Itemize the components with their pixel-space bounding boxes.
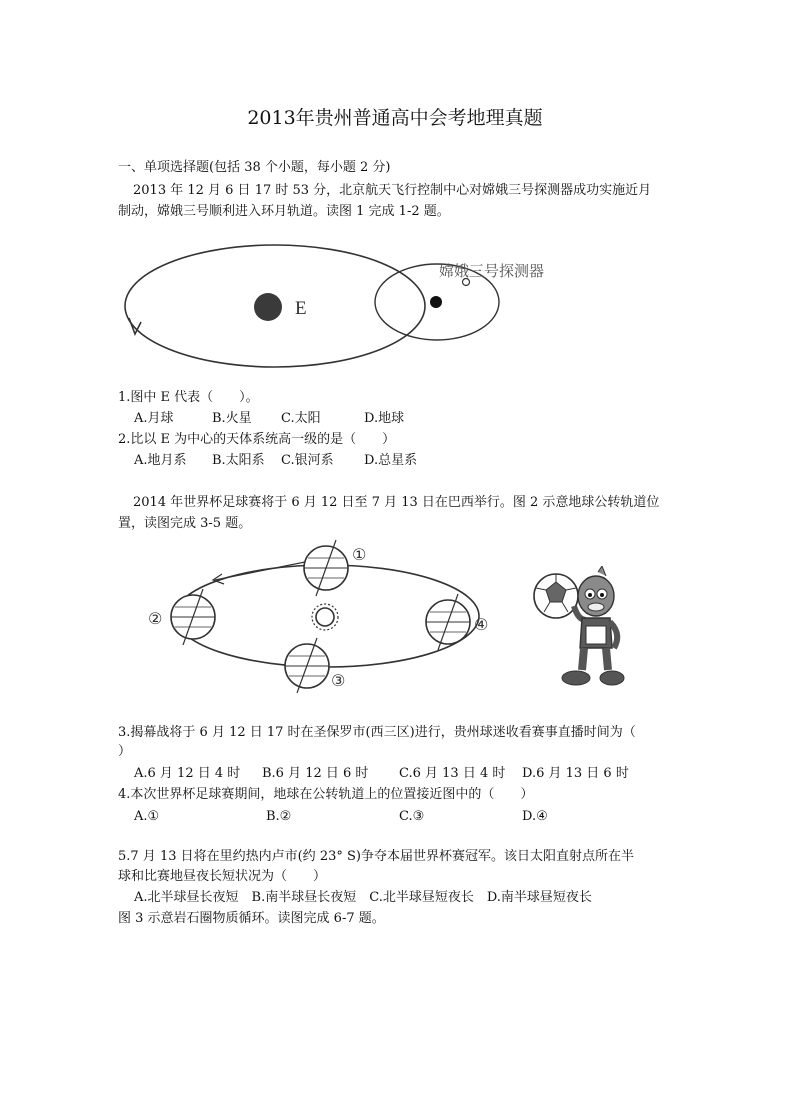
q2-option-c: C.银河系 [281,453,334,468]
q3-stem-line-2: ） [118,744,132,759]
sun-icon [312,604,338,630]
intro-line-2: 制动，嫦娥三号顺利进入环月轨道。读图 1 完成 1-2 题。 [118,204,450,219]
q5-stem-line-1: 5.7 月 13 日将在里约热内卢市(约 23° S)争夺本届世界杯赛冠军。该日太阳直射点所在半 [118,849,634,864]
q3-option-d: D.6 月 13 日 6 时 [522,766,629,781]
page-title: 2013年贵州普通高中会考地理真题 [247,107,543,129]
q3-stem-line-1: 3.揭幕战将于 6 月 12 日 17 时在圣保罗市(西三区)进行，贵州球迷收看赛事直播时间为（ [118,725,636,740]
q2-stem: 2.比以 E 为中心的天体系统高一级的是（ ） [118,432,396,447]
q4-option-a: A.① [134,809,160,824]
q4-option-c: C.③ [399,809,425,824]
label-probe: 嫦娥三号探测器 [439,262,545,280]
intro-line-1: 2013 年 12 月 6 日 17 时 53 分，北京航天飞行控制中心对嫦娥三号探测器成功实施近月 [133,183,652,198]
q1-option-a: A.月球 [134,411,174,426]
earth-position-4-icon [426,594,470,650]
figure-2-revolution-diagram [140,538,500,693]
q1-option-d: D.地球 [364,411,405,426]
q5-options: A.北半球昼长夜短 B.南半球昼长夜短 C.北半球昼短夜长 D.南半球昼短夜长 [134,890,592,905]
q1-option-b: B.火星 [212,411,252,426]
q4-option-b: B.② [266,809,292,824]
label-position-2: ② [148,609,163,628]
q5-stem-line-2: 球和比赛地昼夜长短状况为（ ） [118,869,327,884]
q4-stem: 4.本次世界杯足球赛期间，地球在公转轨道上的位置接近图中的（ ） [118,787,534,802]
label-position-1: ① [352,545,367,564]
mascot-illustration [530,566,625,690]
earth-icon [254,293,282,321]
earth-position-1-icon [304,540,348,596]
label-position-4: ④ [474,615,489,634]
q2-option-a: A.地月系 [134,453,187,468]
q3-option-a: A.6 月 12 日 4 时 [134,766,241,781]
q2-option-b: B.太阳系 [212,453,265,468]
passage3-line-1: 图 3 示意岩石圈物质循环。读图完成 6-7 题。 [118,911,385,926]
earth-position-2-icon [171,589,215,645]
q4-option-d: D.④ [522,809,548,824]
q1-stem: 1.图中 E 代表（ ）。 [118,390,259,405]
earth-position-3-icon [285,638,329,693]
q2-option-d: D.总星系 [364,453,418,468]
section-heading: 一、单项选择题(包括 38 个小题，每小题 2 分) [118,160,391,175]
label-e: E [295,298,307,319]
passage2-line-1: 2014 年世界杯足球赛将于 6 月 12 日至 7 月 13 日在巴西举行。图 2 示意地球公转轨道位 [133,495,660,510]
label-position-3: ③ [331,671,346,690]
q3-option-c: C.6 月 13 日 4 时 [399,766,506,781]
figure-1-orbit-diagram [115,238,605,373]
moon-icon [430,296,442,308]
q1-option-c: C.太阳 [281,411,321,426]
passage2-line-2: 置，读图完成 3-5 题。 [118,516,252,531]
q3-option-b: B.6 月 12 日 6 时 [262,766,369,781]
